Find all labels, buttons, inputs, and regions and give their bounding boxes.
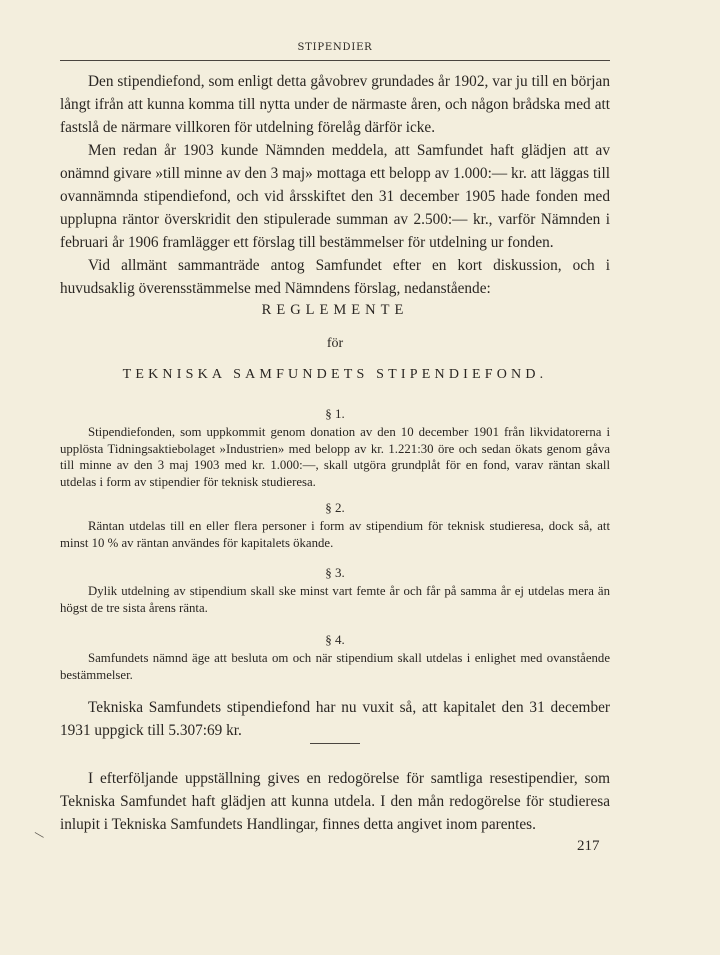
intro-text	[60, 70, 610, 300]
section-number: § 2.	[325, 500, 345, 515]
closing-paragraph: I efterföljande uppställning gives en redogörelse för samtliga resestipendier, som Tekniska Samfundet haft glädjen att kunna utdela. I den mån redogörelse för studieresa inlupit i Tekniska Samfundets Handlingar, finnes detta angivet inom parentes.	[60, 770, 610, 833]
margin-tick-mark: —	[31, 826, 48, 843]
section-text: Samfundets nämnd äge att besluta om och när stipendium skall utdelas i enlighet med ovanstående bestämmelser.	[60, 651, 610, 682]
section-number: § 3.	[325, 565, 345, 580]
header-rule	[60, 60, 610, 61]
section-2	[60, 498, 610, 551]
section-3	[60, 563, 610, 616]
section-text: Räntan utdelas till en eller flera personer i form av stipendium för teknisk studieresa, dock så, att minst 10 % av räntan användes för kapitalets ökande.	[60, 519, 610, 550]
closing-text	[60, 767, 610, 836]
section-number: § 1.	[325, 406, 345, 421]
intro-paragraph: Vid allmänt sammanträde antog Samfundet efter en kort diskussion, och i huvudsaklig överensstämmelse med Nämndens förslag, nedanstående:	[60, 257, 610, 297]
section-text: Stipendiefonden, som uppkommit genom donation av den 10 december 1901 från likvidatorerna i upplösta Tidningsaktiebolaget »Industrien» med belopp av kr. 1.221:30 öre och sedan ökats genom gåva till minne av den 3 maj 1903 med kr. 1.000:—, skall utgöra grundplåt för en fond, varav räntan skall utdelas i form av stipendier för teknisk studieresa.	[60, 425, 610, 489]
section-text: Dylik utdelning av stipendium skall ske minst vart femte år och får på samma år ej utdelas mera än högst de tre sista årens ränta.	[60, 584, 610, 615]
reglemente-title: REGLEMENTE	[261, 302, 409, 318]
section-divider	[310, 743, 360, 744]
reglemente-for: för	[326, 336, 344, 351]
intro-paragraph: Men redan år 1903 kunde Nämnden meddela, att Samfundet haft glädjen att av onämnd givare »till minne av den 3 maj» mottaga ett belopp av 1.000:— kr. att läggas till ovannämnda stipendiefond, och vid årsskiftet den 31 december 1905 hade fonden med upplupna räntor överskridit den stipulerade summan av 2.500:— kr., varför Nämnden i februari år 1906 framlägger ett förslag till bestämmelser för utdelning ur fonden.	[60, 142, 610, 251]
reglemente-subtitle: TEKNISKA SAMFUNDETS STIPENDIEFOND.	[122, 367, 548, 382]
running-head: STIPENDIER	[297, 42, 373, 53]
section-1	[60, 404, 610, 490]
page-number: 217	[577, 838, 600, 854]
fund-summary: Tekniska Samfundets stipendiefond har nu vuxit så, att kapitalet den 31 december 1931 uppgick till 5.307:69 kr.	[60, 699, 610, 739]
intro-paragraph: Den stipendiefond, som enligt detta gåvobrev grundades år 1902, var ju till en början långt ifrån att kunna komma till nytta under de närmaste åren, och någon brådska med att fastslå de närmare villkoren för utdelning förelåg därför icke.	[60, 73, 610, 136]
section-number: § 4.	[325, 632, 345, 647]
section-4	[60, 630, 610, 683]
